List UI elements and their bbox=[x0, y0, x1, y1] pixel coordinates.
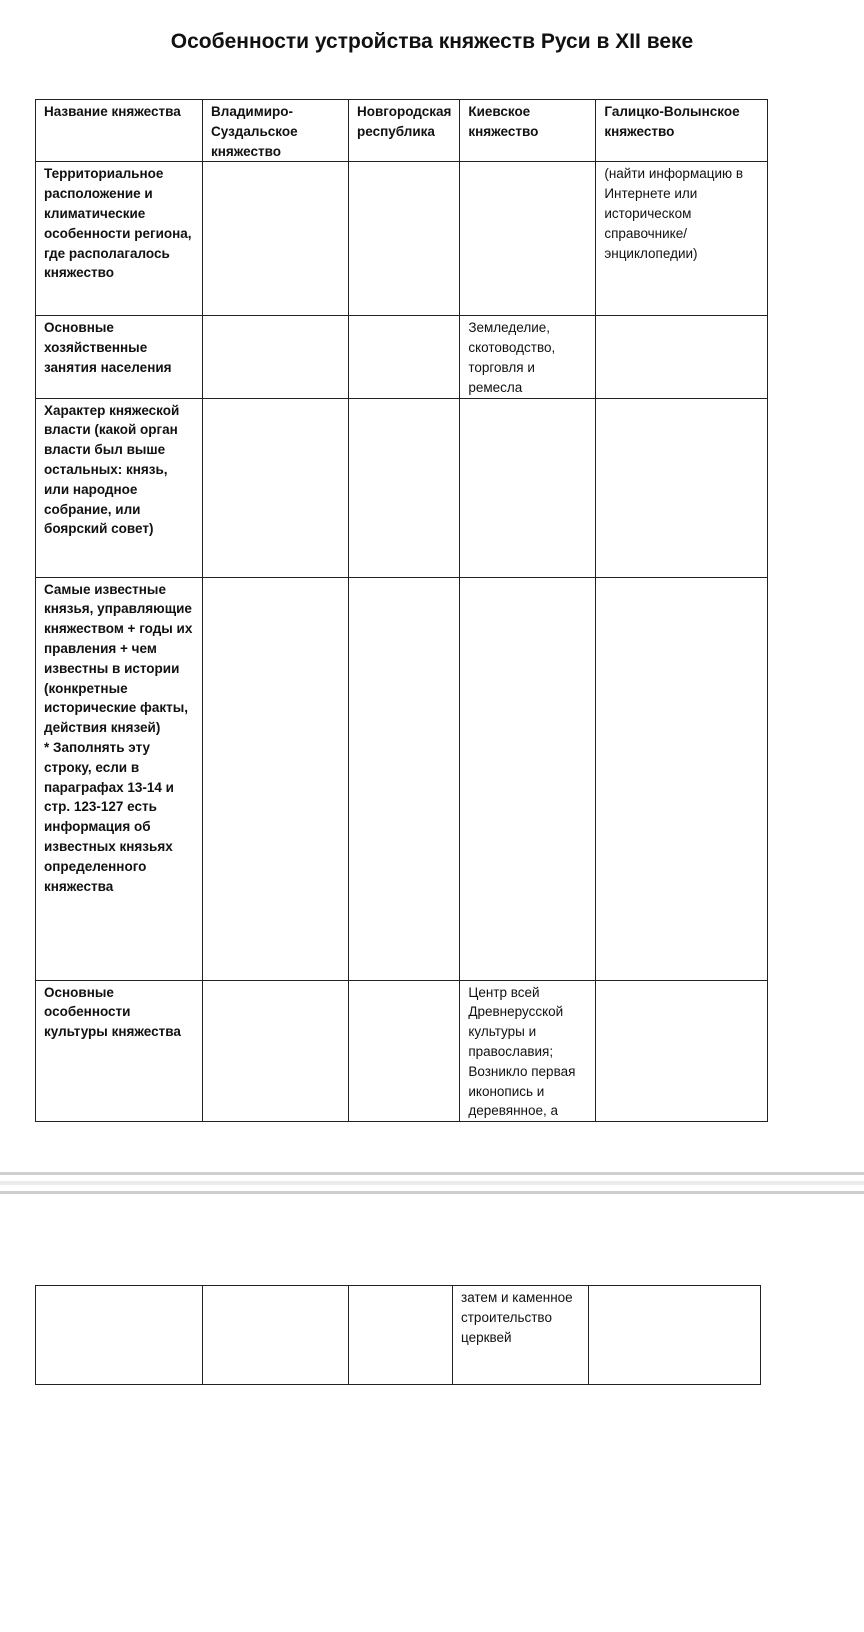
row-label-economy: Основные хозяйственные занятия населения bbox=[36, 316, 203, 398]
table-cell[interactable] bbox=[203, 1286, 349, 1385]
table-cell[interactable] bbox=[349, 162, 460, 316]
header-cell-kiev: Киевское княжество bbox=[460, 100, 596, 162]
header-cell-galicia-volhynia: Галицко-Волынское княжество bbox=[596, 100, 768, 162]
table-cell[interactable] bbox=[596, 398, 768, 577]
table-cell[interactable] bbox=[203, 162, 349, 316]
row-label-princes bbox=[36, 577, 203, 980]
header-cell-vladimir-suzdal: Владимиро-Суздальское княжество bbox=[203, 100, 349, 162]
table-row bbox=[36, 316, 768, 398]
row-label-culture: Основные особенности культуры княжества bbox=[36, 980, 203, 1122]
table-cell[interactable] bbox=[203, 980, 349, 1122]
row-label-princes-note: * Заполнять эту строку, если в параграфах 13-14 и стр. 123-127 есть информация об известных князьях определенного княжества bbox=[44, 739, 174, 894]
table-cell[interactable] bbox=[596, 577, 768, 980]
table-cell[interactable] bbox=[460, 577, 596, 980]
page-break bbox=[0, 1172, 864, 1194]
document-title: Особенности устройства княжеств Руси в XII веке bbox=[170, 30, 694, 53]
table-header-row bbox=[36, 100, 768, 162]
table-cell[interactable] bbox=[349, 398, 460, 577]
header-cell-novgorod: Новгородская республика bbox=[349, 100, 460, 162]
table-cell[interactable] bbox=[349, 577, 460, 980]
table-row bbox=[36, 577, 768, 980]
table-cell[interactable] bbox=[349, 980, 460, 1122]
table-cell[interactable]: затем и каменное строительство церквей bbox=[453, 1286, 589, 1385]
table-cell[interactable] bbox=[36, 1286, 203, 1385]
table-cell[interactable]: Центр всей Древнерусской культуры и православия; Возникло первая иконопись и деревянное, а bbox=[460, 980, 596, 1122]
table-row bbox=[36, 162, 768, 316]
table-cell[interactable] bbox=[203, 577, 349, 980]
table-row bbox=[36, 1286, 761, 1385]
table-row bbox=[36, 980, 768, 1122]
header-cell-name: Название княжества bbox=[36, 100, 203, 162]
row-label-power: Характер княжеской власти (какой орган власти был выше остальных: князь, или народное собрание, или боярский совет) bbox=[36, 398, 203, 577]
table-cell[interactable] bbox=[460, 398, 596, 577]
principalities-table bbox=[35, 99, 768, 1122]
row-label-territory: Территориальное расположение и климатические особенности региона, где располагалось княжество bbox=[36, 162, 203, 316]
table-cell[interactable] bbox=[460, 162, 596, 316]
table-cell[interactable] bbox=[349, 316, 460, 398]
table-cell[interactable]: (найти информацию в Интернете или историческом справочнике/энциклопедии) bbox=[596, 162, 768, 316]
table-row bbox=[36, 398, 768, 577]
table-cell[interactable] bbox=[596, 316, 768, 398]
table-cell[interactable] bbox=[596, 980, 768, 1122]
table-cell[interactable]: Земледелие, скотоводство, торговля и ремесла bbox=[460, 316, 596, 398]
table-cell[interactable] bbox=[203, 316, 349, 398]
principalities-table-continuation bbox=[35, 1285, 761, 1385]
table-cell[interactable] bbox=[589, 1286, 761, 1385]
row-label-princes-text: Самые известные князья, управляющие княжеством + годы их правления + чем известны в истории (конкретные исторические факты, действия князей) bbox=[44, 581, 193, 736]
table-cell[interactable] bbox=[349, 1286, 453, 1385]
table-cell[interactable] bbox=[203, 398, 349, 577]
